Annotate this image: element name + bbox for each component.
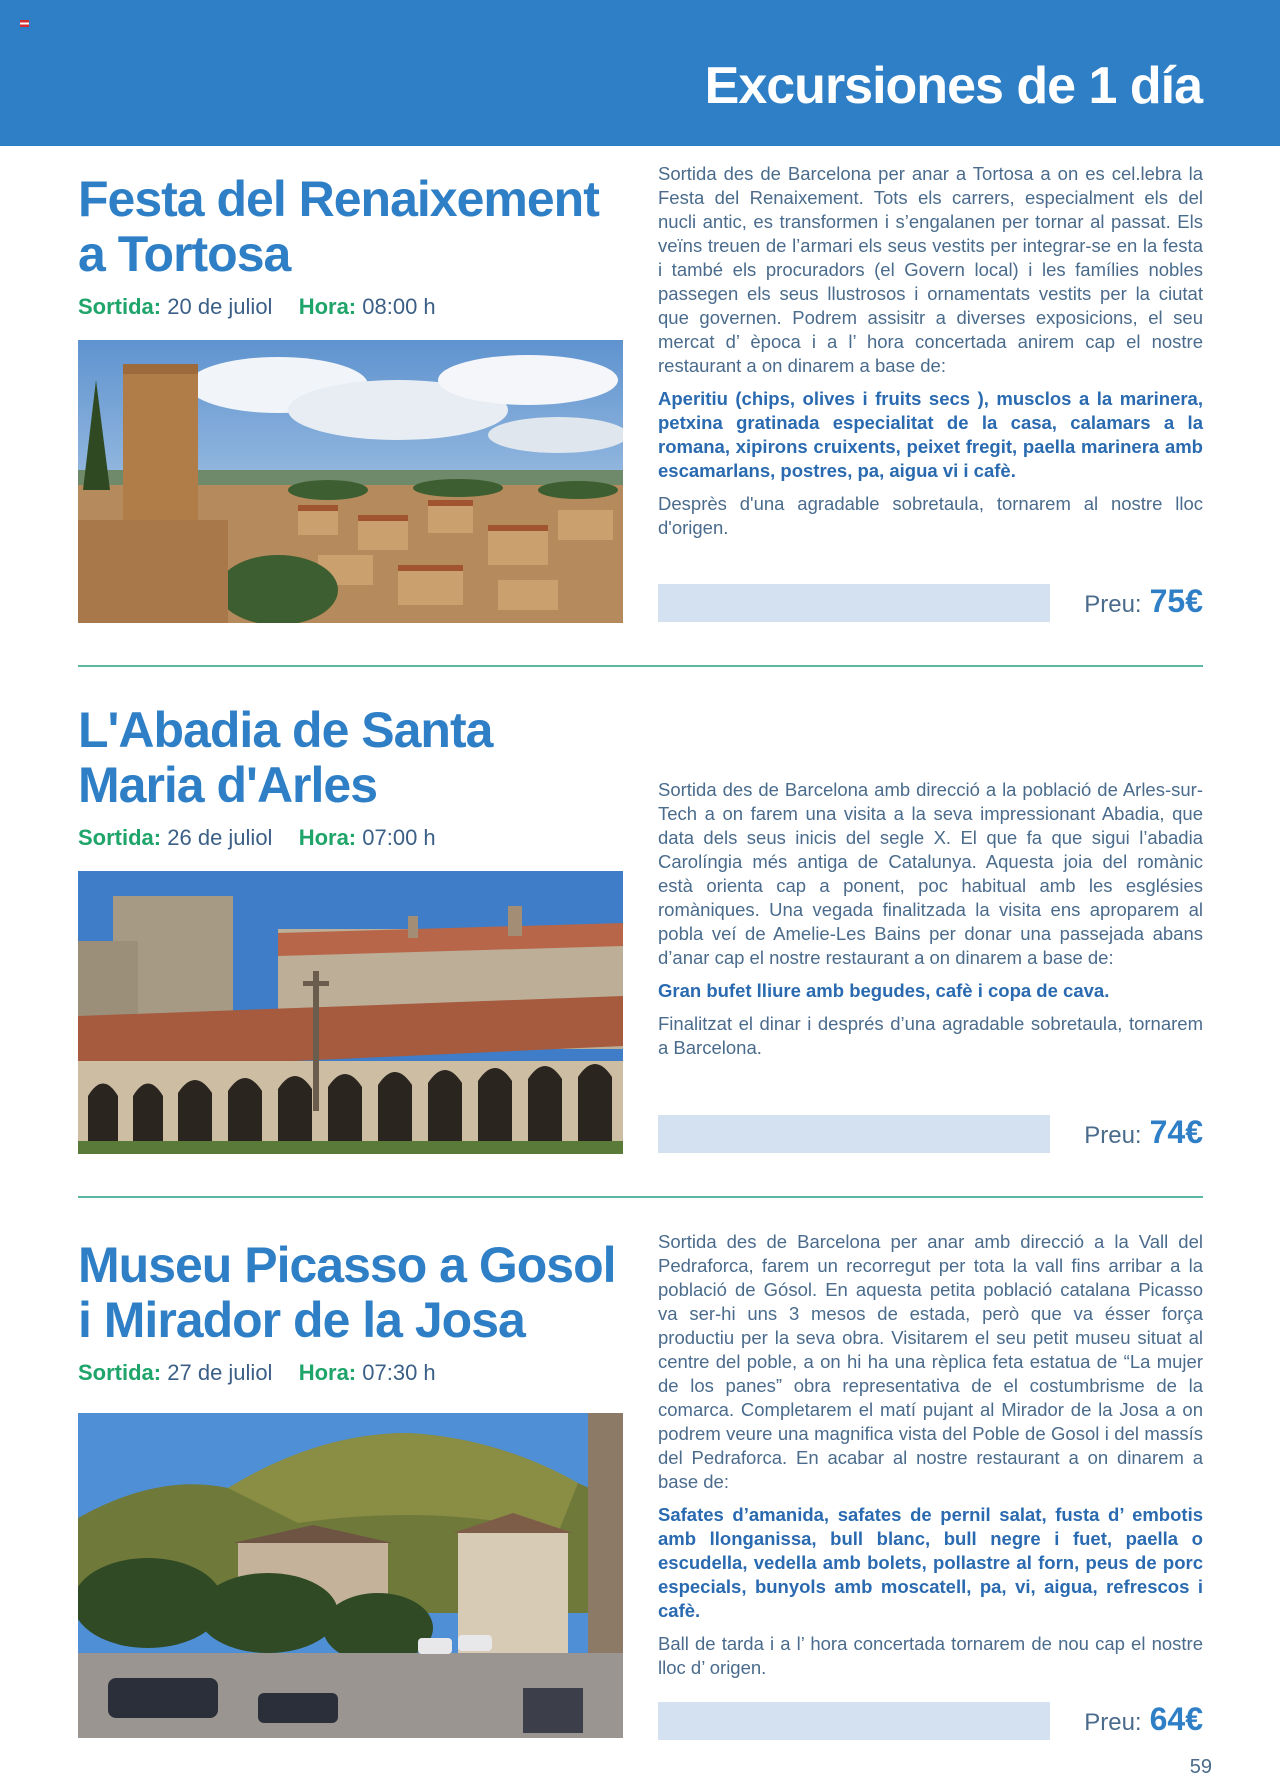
page-number: 59 (1189, 1756, 1212, 1778)
time-label: Hora: (298, 294, 357, 319)
description-text: Sortida des de Barcelona amb direcció a la població de Arles-sur-Tech a on farem una visita a la seva impressionant Abadia, que data dels seus inicis del segle X. El que fa que sigui l’abadia Carolíngia més antiga de Catalunya. Aquesta joia del romànic està orienta cap a ponent, poc habitual amb les esglésies romàniques. Una vegada finalitzada la visita ens aproparem al pobla veí de Amelie-Les Bains per donar una passejada abans d’anar cap el nostre restaurant a on dinarem a base de: (658, 779, 1203, 968)
excursion-photo-tortosa (78, 340, 623, 623)
flag-icon (20, 20, 29, 27)
price-bar (658, 584, 1050, 622)
departure-label: Sortida: (78, 294, 162, 319)
excursion-description (658, 778, 1203, 1069)
menu-text: Gran bufet lliure amb begudes, cafè i copa de cava. (658, 980, 1110, 1001)
description-text: Sortida des de Barcelona per anar a Tortosa a on es cel.lebra la Festa del Renaixement. Tots els carrers, especialment els del nucli antic, es transformen i s’engalanen per tornar al passat. Els veïns treuen de l’armari els seus vestits per integrar-se en la festa i també els procuradors (el Govern local) i les famílies nobles passegen els seus llustrosos i ornamentats vestits per la ciutat que governen. Podrem assisitr a diverses exposicions, el seu mercat d’ època i a l’ hora concertada anirem cap el nostre restaurant a on dinarem a base de: (658, 163, 1203, 376)
description-text: Sortida des de Barcelona per anar amb direcció a la Vall del Pedraforca, farem un recorregut per tota la vall fins arribar a la població de Gósol. En aquesta petita població catalana Picasso va ser-hi uns 3 mesos de estada, però que va ésser força productiu per la seva obra. Visitarem el seu petit museu situat al centre del poble, a on hi ha una rèplica feta estatua de “La mujer de los panes” obra representativa de el costumbrisme de la comarca. Completarem el matí pujant al Mirador de la Josa a on podrem veure una magnifica vista del Poble de Gosol i del massís del Pedraforca. En acabar al nostre restaurant a on dinarem a base de: (658, 1231, 1203, 1492)
closing-text: Desprès d'una agradable sobretaula, tornarem al nostre lloc d'origen. (658, 493, 1203, 538)
departure-date: 20 de juliol (167, 294, 273, 319)
price-label: Preu: (1084, 1122, 1142, 1149)
price-bar (658, 1115, 1050, 1153)
closing-text: Ball de tarda i a l’ hora concertada tornarem de nou cap el nostre lloc d’ origen. (658, 1633, 1203, 1678)
departure-time: 08:00 h (362, 294, 436, 319)
excursion-photo-gosol (78, 1413, 623, 1738)
excursion-title-line: Festa del Renaixement (78, 171, 599, 227)
departure-date: 26 de juliol (167, 825, 273, 850)
page-header (0, 0, 1280, 146)
price-label: Preu: (1084, 1709, 1142, 1736)
price-tag (1084, 1700, 1203, 1742)
excursion-description (658, 1230, 1203, 1689)
departure-time: 07:00 h (362, 825, 436, 850)
excursion-card-gosol (78, 1231, 1203, 1737)
price-value: 74€ (1149, 1114, 1203, 1150)
excursion-photo-arles (78, 871, 623, 1154)
price-bar (658, 1702, 1050, 1740)
menu-text: Aperitiu (chips, olives i fruits secs ), musclos a la marinera, petxina gratinada especialitat de la casa, calamars a la romana, xipirons cruixents, peixet fregit, paella marinera amb escamarlans, postres, pa, aigua vi i cafè. (658, 388, 1203, 481)
price-label: Preu: (1084, 591, 1142, 618)
departure-label: Sortida: (78, 825, 162, 850)
section-divider (78, 1196, 1203, 1198)
price-tag (1084, 582, 1203, 624)
menu-text: Safates d’amanida, safates de pernil salat, fusta d’ embotis amb llonganissa, bull blanc, bull negre i fuet, paella o escudella, vedella amb bolets, pollastre al forn, peus de porc especials, bunyols amb moscatell, pa, vi, aigua, refrescos i cafè. (658, 1504, 1203, 1621)
excursion-title-line: L'Abadia de Santa (78, 702, 493, 758)
excursion-title-line: a Tortosa (78, 226, 291, 282)
closing-text: Finalitzat el dinar i després d’una agradable sobretaula, tornarem a Barcelona. (658, 1013, 1203, 1058)
excursion-title-line: i Mirador de la Josa (78, 1292, 525, 1348)
excursion-title-line: Maria d'Arles (78, 757, 378, 813)
section-divider (78, 665, 1203, 667)
excursion-card-arles (78, 702, 1203, 1150)
departure-label: Sortida: (78, 1360, 162, 1385)
departure-time: 07:30 h (362, 1360, 436, 1385)
time-label: Hora: (298, 825, 357, 850)
price-value: 64€ (1149, 1701, 1203, 1737)
excursion-title-line: Museu Picasso a Gosol (78, 1237, 616, 1293)
page-title: Excursiones de 1 día (704, 57, 1202, 115)
time-label: Hora: (298, 1360, 357, 1385)
excursion-card-tortosa (78, 163, 1203, 619)
price-value: 75€ (1149, 583, 1203, 619)
excursion-description (658, 162, 1203, 549)
price-tag (1084, 1113, 1203, 1155)
departure-date: 27 de juliol (167, 1360, 273, 1385)
